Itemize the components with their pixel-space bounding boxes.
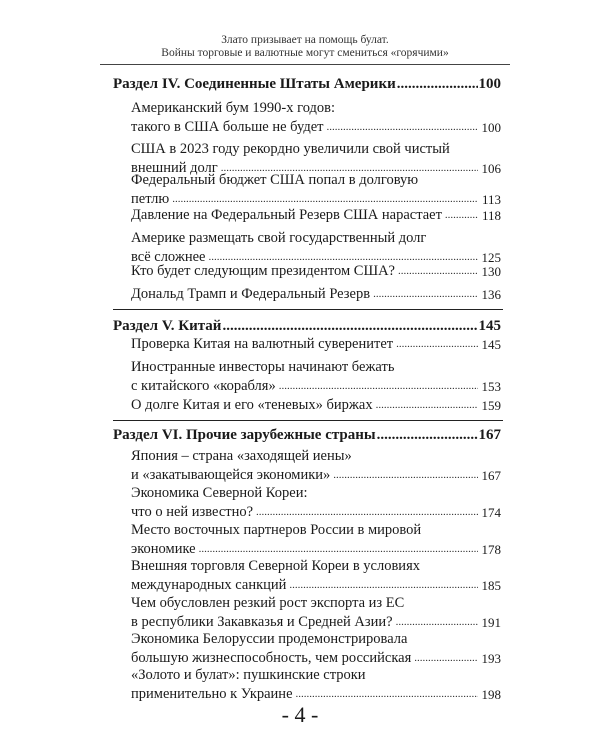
- toc-entry-line: США в 2023 году рекордно увеличили свой чистый: [131, 141, 450, 157]
- toc-entry: [131, 358, 501, 396]
- section-title-china: [113, 317, 501, 335]
- toc-entry-line: такого в США больше не будет: [131, 119, 324, 135]
- toc-entry-line: Экономика Белоруссии продемонстрировала: [131, 631, 408, 647]
- toc-entry-page: 178: [481, 542, 501, 557]
- toc-entry: [131, 335, 501, 354]
- section-page: 167: [478, 427, 501, 443]
- toc-entry-page: 125: [481, 250, 501, 265]
- page-number: - 4 -: [281, 702, 319, 727]
- toc-entry-page: 113: [481, 192, 501, 207]
- toc-entry-line: международных санкций: [131, 577, 287, 593]
- dot-leader: [279, 377, 478, 396]
- toc-entry-page: 153: [481, 379, 501, 394]
- toc-entry: [131, 447, 501, 485]
- toc-entry-page: 185: [481, 578, 501, 593]
- toc-entry: [131, 484, 501, 522]
- toc-entry: [131, 666, 501, 704]
- dot-leader: [377, 426, 478, 444]
- toc-entry: [131, 630, 501, 668]
- section-divider: [113, 309, 503, 310]
- toc-entry: [131, 285, 501, 304]
- dot-leader: [326, 118, 477, 137]
- toc-entry-page: 106: [481, 161, 501, 176]
- section-divider: [113, 420, 503, 421]
- toc-entry-line: в республики Закавказья и Средней Азии?: [131, 614, 393, 630]
- dot-leader: [333, 466, 477, 485]
- dot-leader: [445, 206, 478, 225]
- dot-leader: [256, 503, 477, 522]
- toc-entry-line: Чем обусловлен резкий рост экспорта из ЕС: [131, 595, 405, 611]
- toc-entry: [131, 171, 501, 209]
- toc-entry-line: Место восточных партнеров России в мировой: [131, 522, 422, 538]
- dot-leader: [397, 75, 478, 93]
- toc-entry-line: внешний долг: [131, 160, 218, 176]
- running-header-line-2: Войны торговые и валютные могут смениться «горячими»: [161, 47, 449, 59]
- dot-leader: [222, 317, 477, 335]
- dot-leader: [376, 396, 478, 415]
- toc-entry-page: 191: [481, 615, 501, 630]
- toc-entry: [131, 99, 501, 137]
- toc-entry-line: Иностранные инвесторы начинают бежать: [131, 359, 395, 375]
- toc-entry-line: применительно к Украине: [131, 686, 293, 702]
- toc-entry-line: всё сложнее: [131, 249, 206, 265]
- toc-entry-page: 159: [481, 398, 501, 413]
- toc-entry-line: большую жизнеспособность, чем российская: [131, 650, 412, 666]
- section-title-other-countries: [113, 426, 501, 444]
- toc-entry-line: Внешняя торговля Северной Кореи в условиях: [131, 558, 420, 574]
- running-header-line-1: Злато призывает на помощь булат.: [221, 34, 389, 46]
- running-header: [100, 34, 510, 60]
- section-title-usa: [113, 75, 501, 93]
- toc-entry-line: Кто будет следующим президентом США?: [131, 263, 395, 279]
- toc-entry-page: 174: [481, 505, 501, 520]
- toc-entry-line: «Золото и булат»: пушкинские строки: [131, 667, 366, 683]
- toc-entry-page: 118: [481, 208, 501, 223]
- toc-entry-line: Экономика Северной Кореи:: [131, 485, 308, 501]
- toc-entry-line: Япония – страна «заходящей иены»: [131, 448, 352, 464]
- toc-entry-line: Проверка Китая на валютный суверенитет: [131, 336, 394, 352]
- toc-entry: [131, 557, 501, 595]
- toc-entry-page: 145: [481, 337, 501, 352]
- dot-leader: [373, 285, 477, 304]
- section-title-text: Раздел IV. Соединенные Штаты Америки: [113, 76, 396, 92]
- toc-entry: [131, 396, 501, 415]
- toc-entry: [131, 521, 501, 559]
- section-page: 100: [478, 76, 501, 92]
- toc-entry-page: 136: [481, 287, 501, 302]
- toc-entry-page: 100: [481, 120, 501, 135]
- toc-entry-page: 130: [481, 264, 501, 279]
- header-rule: [100, 64, 510, 65]
- toc-entry: [131, 594, 501, 632]
- toc-entry-line: Давление на Федеральный Резерв США нарастает: [131, 207, 442, 223]
- toc-entry-page: 198: [481, 687, 501, 702]
- dot-leader: [289, 576, 477, 595]
- toc-entry-line: О долге Китая и его «теневых» биржах: [131, 397, 373, 413]
- toc-entry-page: 193: [481, 651, 501, 666]
- toc-entry-line: Американский бум 1990-х годов:: [131, 100, 336, 116]
- toc-entry-line: и «закатывающейся экономики»: [131, 467, 331, 483]
- toc-entry-line: Федеральный бюджет США попал в долговую: [131, 172, 419, 188]
- dot-leader: [398, 262, 478, 281]
- toc-entry-line: Дональд Трамп и Федеральный Резерв: [131, 286, 371, 302]
- toc-entry-line: петлю: [131, 191, 170, 207]
- toc-entry-line: Америке размещать свой государственный долг: [131, 230, 427, 246]
- toc-entry: [131, 206, 501, 225]
- section-title-text: Раздел VI. Прочие зарубежные страны: [113, 427, 376, 443]
- toc-entry: [131, 262, 501, 281]
- toc-entry-line: экономике: [131, 541, 196, 557]
- toc-entry-line: что о ней известно?: [131, 504, 254, 520]
- dot-leader: [396, 335, 477, 354]
- toc-entry-line: с китайского «корабля»: [131, 378, 276, 394]
- toc-entry-page: 167: [481, 468, 501, 483]
- section-page: 145: [478, 318, 501, 334]
- section-title-text: Раздел V. Китай: [113, 318, 222, 334]
